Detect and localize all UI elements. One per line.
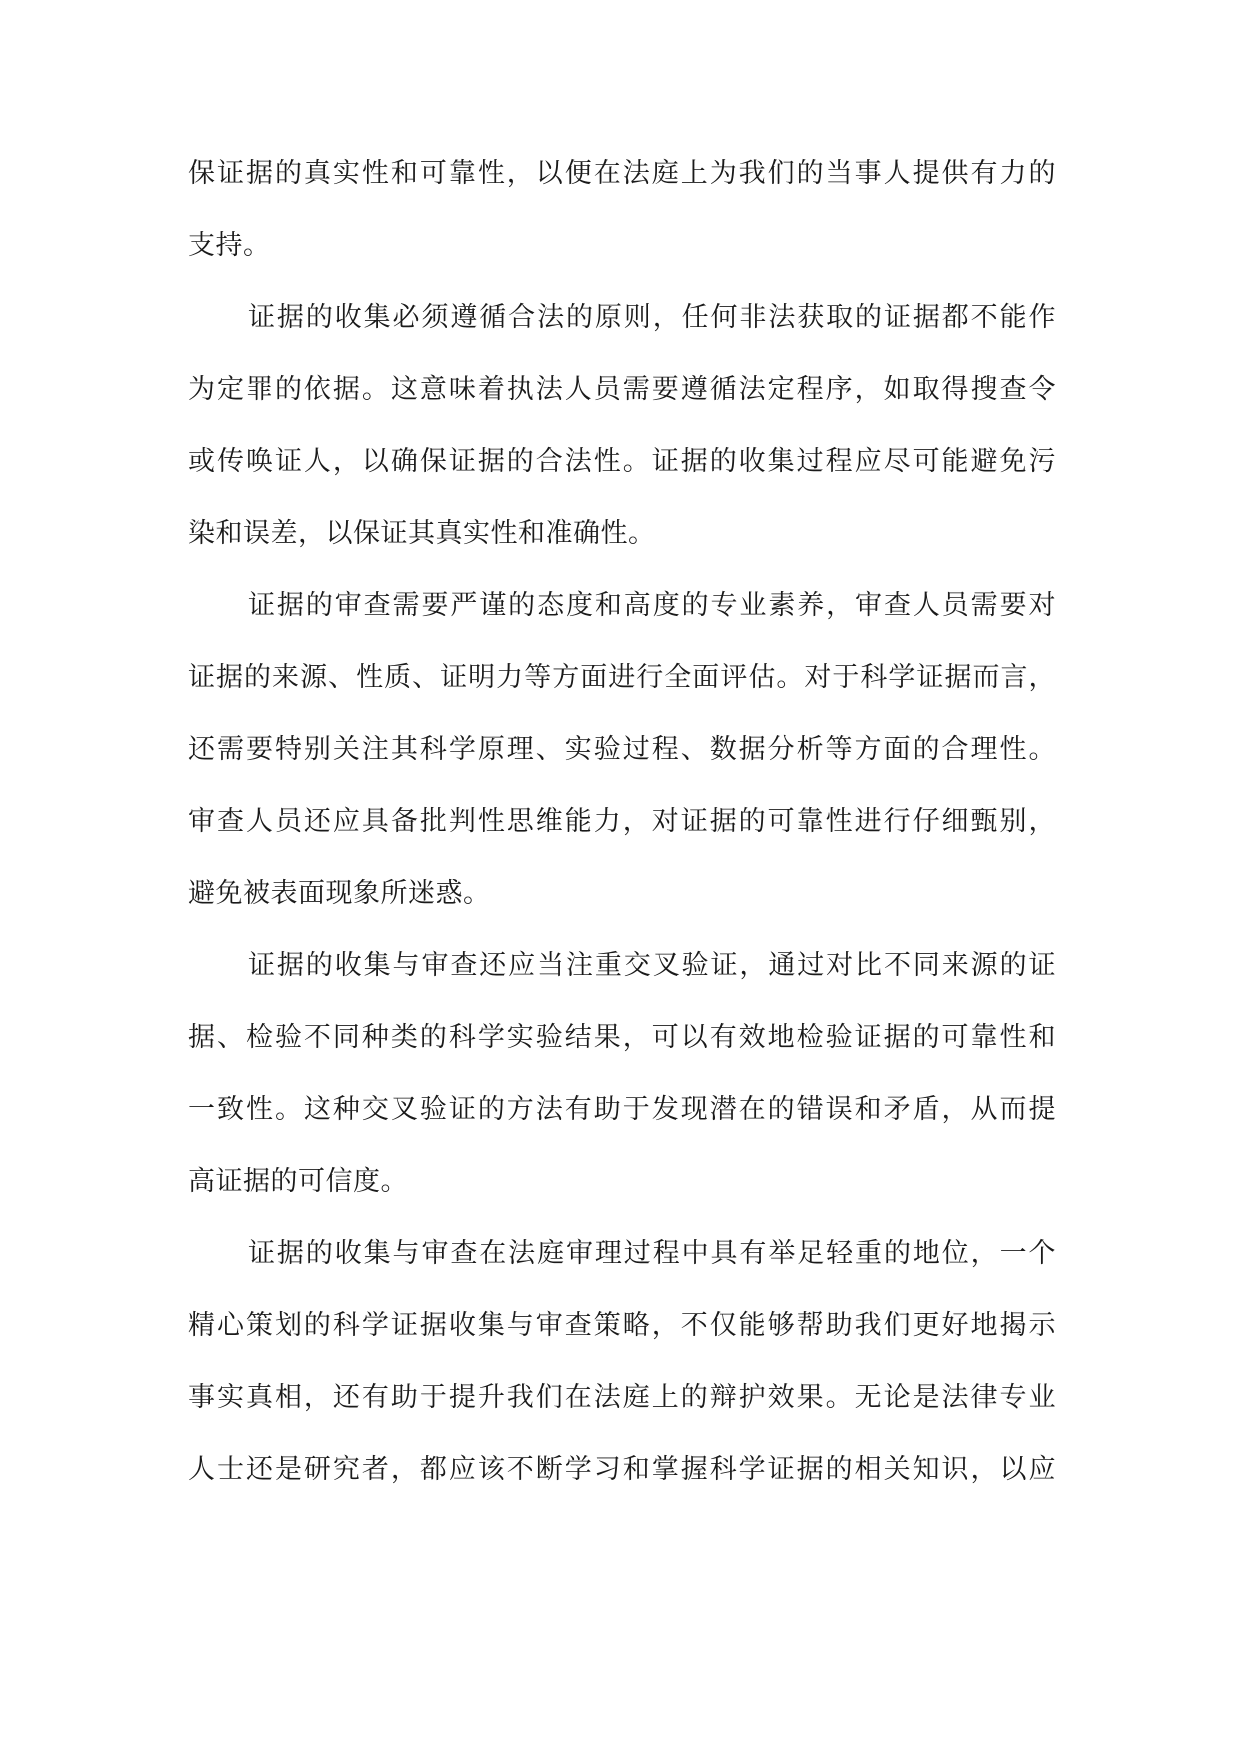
document-body <box>188 138 1056 1506</box>
paragraph-line: 证据的收集必须遵循合法的原则，任何非法获取的证据都不能作 <box>248 302 1056 333</box>
paragraph-line: 据、检验不同种类的科学实验结果，可以有效地检验证据的可靠性和 <box>188 1022 1056 1053</box>
paragraph-line: 支持。 <box>188 230 271 261</box>
paragraph-line: 高证据的可信度。 <box>188 1166 408 1197</box>
paragraph-line: 证据的收集与审查还应当注重交叉验证，通过对比不同来源的证 <box>248 950 1056 981</box>
paragraph-line: 事实真相，还有助于提升我们在法庭上的辩护效果。无论是法律专业 <box>188 1382 1056 1413</box>
paragraph-line: 证据的收集与审查在法庭审理过程中具有举足轻重的地位，一个 <box>248 1238 1056 1269</box>
paragraph-line: 精心策划的科学证据收集与审查策略，不仅能够帮助我们更好地揭示 <box>188 1310 1056 1341</box>
paragraph-line: 人士还是研究者，都应该不断学习和掌握科学证据的相关知识，以应 <box>188 1454 1056 1485</box>
paragraph-line: 保证据的真实性和可靠性，以便在法庭上为我们的当事人提供有力的 <box>188 158 1056 189</box>
paragraph-line: 审查人员还应具备批判性思维能力，对证据的可靠性进行仔细甄别， <box>188 806 1056 837</box>
paragraph-line: 还需要特别关注其科学原理、实验过程、数据分析等方面的合理性。 <box>188 734 1056 765</box>
paragraph-line: 避免被表面现象所迷惑。 <box>188 878 491 909</box>
paragraph-line: 证据的审查需要严谨的态度和高度的专业素养，审查人员需要对 <box>248 590 1056 621</box>
paragraph-line: 为定罪的依据。这意味着执法人员需要遵循法定程序，如取得搜查令 <box>188 374 1056 405</box>
paragraph-line: 证据的来源、性质、证明力等方面进行全面评估。对于科学证据而言， <box>188 662 1056 693</box>
paragraph-line: 一致性。这种交叉验证的方法有助于发现潜在的错误和矛盾，从而提 <box>188 1094 1056 1125</box>
paragraph-line: 染和误差，以保证其真实性和准确性。 <box>188 518 656 549</box>
paragraph-line: 或传唤证人，以确保证据的合法性。证据的收集过程应尽可能避免污 <box>188 446 1056 477</box>
